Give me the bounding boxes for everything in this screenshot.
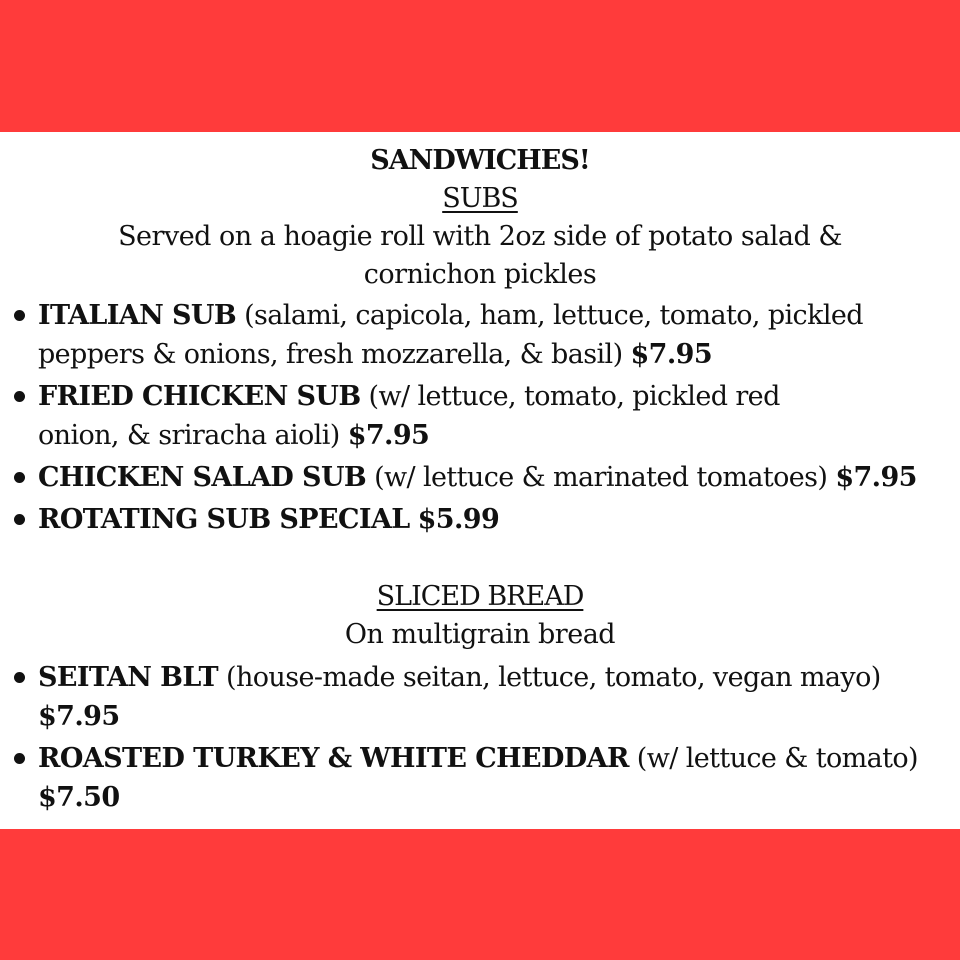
list-item bbox=[10, 296, 878, 374]
item-price: $7.95 bbox=[38, 701, 120, 732]
menu-title: SANDWICHES! bbox=[370, 145, 590, 176]
item-name: ROASTED TURKEY & WHITE CHEDDAR bbox=[38, 743, 629, 774]
item-price: $7.95 bbox=[630, 339, 713, 370]
bullet-icon bbox=[14, 514, 25, 525]
item-detail: (salami, capicola, ham, lettuce, tomato, pickled peppers & onions, fresh mozzarella, & basil) bbox=[38, 300, 863, 370]
bottom-red-band bbox=[0, 829, 960, 960]
subs-list bbox=[10, 296, 917, 539]
sliced-bread-heading: SLICED BREAD bbox=[376, 581, 584, 612]
item-name: FRIED CHICKEN SUB bbox=[38, 381, 361, 412]
item-price: $7.95 bbox=[347, 420, 430, 451]
bullet-icon bbox=[14, 391, 25, 402]
item-name: CHICKEN SALAD SUB bbox=[38, 462, 367, 493]
item-detail: (w/ lettuce & tomato) bbox=[628, 743, 918, 774]
list-item bbox=[10, 658, 888, 736]
bullet-icon bbox=[14, 672, 25, 683]
list-item bbox=[10, 500, 928, 539]
item-price: $7.95 bbox=[835, 462, 917, 493]
sliced-bread-list bbox=[10, 658, 918, 817]
item-detail: (w/ lettuce, tomato, pickled red onion, & sriracha aioli) bbox=[38, 381, 780, 451]
item-price: $5.99 bbox=[417, 504, 500, 535]
item-detail: (w/ lettuce & marinated tomatoes) bbox=[366, 462, 836, 493]
item-name: SEITAN BLT bbox=[38, 662, 219, 693]
sliced-bread-note: On multigrain bread bbox=[344, 619, 616, 650]
subs-heading: SUBS bbox=[442, 183, 518, 214]
subs-note: Served on a hoagie roll with 2oz side of potato salad & cornichon pickles bbox=[118, 221, 842, 290]
item-name: ROTATING SUB SPECIAL bbox=[38, 504, 410, 535]
top-red-band bbox=[0, 0, 960, 132]
menu-sheet bbox=[0, 132, 960, 829]
item-detail bbox=[410, 504, 418, 535]
item-price: $7.50 bbox=[38, 782, 120, 813]
bullet-icon bbox=[14, 753, 25, 764]
bullet-icon bbox=[14, 472, 25, 483]
list-item bbox=[10, 377, 868, 455]
list-item bbox=[10, 458, 928, 497]
item-detail: (house-made seitan, lettuce, tomato, vegan mayo) bbox=[218, 662, 881, 693]
bullet-icon bbox=[14, 310, 25, 321]
list-item bbox=[10, 739, 928, 817]
item-name: ITALIAN SUB bbox=[38, 300, 237, 331]
